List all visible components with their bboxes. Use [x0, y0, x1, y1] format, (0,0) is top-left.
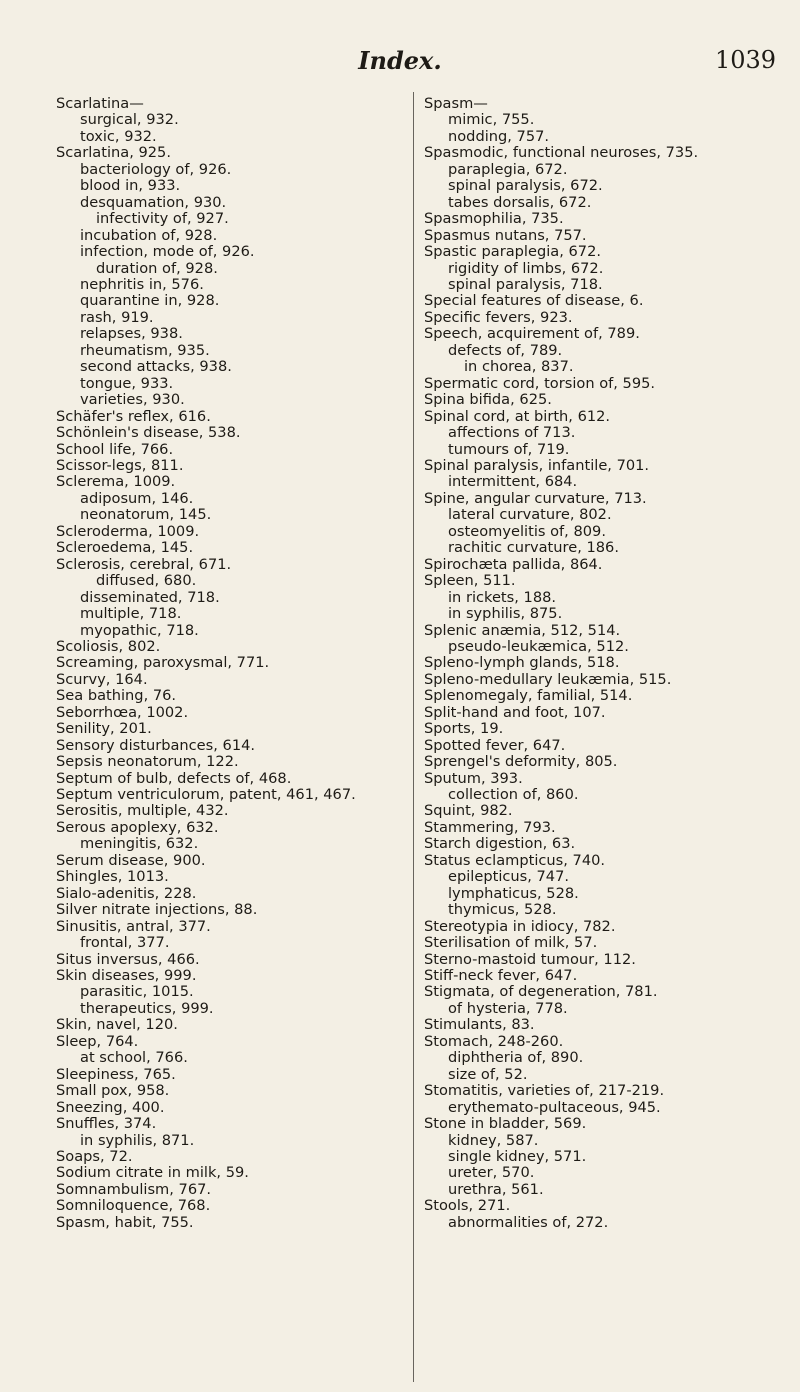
index-entry: Serositis, multiple, 432.	[56, 802, 229, 820]
index-entry: Sports, 19.	[424, 720, 504, 738]
index-subentry: size of, 52.	[448, 1065, 528, 1083]
index-subentry: parasitic, 1015.	[80, 983, 194, 1001]
index-subentry: lymphaticus, 528.	[448, 884, 579, 902]
index-entry: Sprengel's deformity, 805.	[424, 753, 618, 771]
index-entry: Spleno-medullary leukæmia, 515.	[424, 670, 672, 688]
index-subentry: rash, 919.	[80, 308, 154, 326]
index-entry: Serum disease, 900.	[56, 851, 206, 869]
index-subentry: nephritis in, 576.	[80, 275, 204, 293]
index-entry: Septum ventriculorum, patent, 461, 467.	[56, 786, 356, 804]
index-subentry: multiple, 718.	[80, 605, 182, 623]
index-entry: Spasm, habit, 755.	[56, 1213, 194, 1231]
index-subentry: spinal paralysis, 718.	[448, 275, 603, 293]
index-subentry: single kidney, 571.	[448, 1148, 587, 1165]
index-subentry: of hysteria, 778.	[448, 999, 568, 1017]
index-subentry: incubation of, 928.	[80, 226, 218, 244]
index-entry: Snuffles, 374.	[56, 1115, 157, 1133]
index-entry: Spasmus nutans, 757.	[424, 226, 587, 244]
index-entry: Soaps, 72.	[56, 1148, 133, 1165]
index-subentry: infectivity of, 927.	[96, 210, 229, 228]
index-entry: Senility, 201.	[56, 720, 152, 738]
index-subentry: osteomyelitis of, 809.	[448, 522, 606, 540]
index-entry: Sclerema, 1009.	[56, 473, 176, 491]
index-subentry: erythemato-pultaceous, 945.	[448, 1098, 661, 1116]
index-entry: Special features of disease, 6.	[424, 292, 644, 310]
index-entry: Starch digestion, 63.	[424, 835, 576, 853]
index-entry: Skin, navel, 120.	[56, 1016, 178, 1034]
index-entry: Stomach, 248-260.	[424, 1032, 564, 1050]
index-entry: Sepsis neonatorum, 122.	[56, 753, 239, 771]
index-entry: Splenomegaly, familial, 514.	[424, 687, 633, 705]
index-subentry: paraplegia, 672.	[448, 160, 568, 178]
index-subentry: ureter, 570.	[448, 1164, 535, 1182]
index-entry: Sterno-mastoid tumour, 112.	[424, 950, 636, 968]
index-subentry: diphtheria of, 890.	[448, 1049, 584, 1067]
index-entry: Splenic anæmia, 512, 514.	[424, 621, 621, 639]
index-subentry: frontal, 377.	[80, 934, 170, 952]
index-subentry: toxic, 932.	[80, 127, 157, 145]
index-subentry: relapses, 938.	[80, 325, 183, 343]
index-subentry: in syphilis, 871.	[80, 1131, 195, 1149]
index-entry: Sensory disturbances, 614.	[56, 736, 256, 754]
index-entry: Spasm—	[424, 95, 488, 112]
index-subentry: urethra, 561.	[448, 1180, 544, 1198]
index-entry: Spina bifida, 625.	[424, 391, 552, 409]
index-entry: Stone in bladder, 569.	[424, 1115, 587, 1133]
index-subentry: defects of, 789.	[448, 341, 563, 359]
index-entry: Spasmophilia, 735.	[424, 210, 564, 228]
index-subentry: abnormalities of, 272.	[448, 1213, 609, 1231]
index-entry: Stiff-neck fever, 647.	[424, 967, 578, 985]
index-subentry: thymicus, 528.	[448, 901, 557, 919]
index-subentry: adiposum, 146.	[80, 489, 194, 507]
index-entry: Spleen, 511.	[424, 572, 516, 590]
index-entry: Scleroderma, 1009.	[56, 522, 200, 540]
index-entry: Sneezing, 400.	[56, 1098, 165, 1116]
index-subentry: affections of 713.	[448, 424, 576, 442]
index-subentry: desquamation, 930.	[80, 193, 227, 211]
index-entry: Scleroedema, 145.	[56, 539, 194, 557]
index-subentry: in chorea, 837.	[464, 358, 574, 376]
column-divider	[413, 92, 414, 1382]
index-entry: Sea bathing, 76.	[56, 687, 177, 705]
index-entry: Somniloquence, 768.	[56, 1197, 211, 1215]
index-entry: Spine, angular curvature, 713.	[424, 489, 647, 507]
index-subentry: pseudo-leukæmica, 512.	[448, 637, 629, 655]
index-entry: Silver nitrate injections, 88.	[56, 901, 258, 919]
index-subentry: neonatorum, 145.	[80, 506, 212, 524]
index-subentry: quarantine in, 928.	[80, 292, 220, 310]
index-entry: Sialo-adenitis, 228.	[56, 884, 197, 902]
index-entry: School life, 766.	[56, 440, 174, 458]
index-entry: Sterilisation of milk, 57.	[424, 934, 598, 952]
index-subentry: kidney, 587.	[448, 1131, 539, 1149]
index-subentry: epilepticus, 747.	[448, 868, 570, 886]
index-entry: Shingles, 1013.	[56, 868, 169, 886]
index-subentry: surgical, 932.	[80, 111, 179, 129]
index-subentry: bacteriology of, 926.	[80, 160, 232, 178]
index-subentry: tabes dorsalis, 672.	[448, 193, 592, 211]
index-subentry: second attacks, 938.	[80, 358, 232, 376]
index-entry: Split-hand and foot, 107.	[424, 703, 606, 721]
index-entry: Spirochæta pallida, 864.	[424, 555, 603, 573]
index-entry: Spinal paralysis, infantile, 701.	[424, 456, 650, 474]
index-entry: Screaming, paroxysmal, 771.	[56, 654, 270, 672]
index-entry: Stools, 271.	[424, 1197, 511, 1215]
index-subentry: rheumatism, 935.	[80, 341, 210, 359]
index-entry: Stomatitis, varieties of, 217-219.	[424, 1082, 665, 1100]
index-subentry: nodding, 757.	[448, 127, 550, 145]
index-subentry: at school, 766.	[80, 1049, 188, 1067]
index-entry: Stammering, 793.	[424, 818, 556, 836]
index-entry: Situs inversus, 466.	[56, 950, 200, 968]
index-entry: Schönlein's disease, 538.	[56, 424, 241, 442]
index-entry: Sodium citrate in milk, 59.	[56, 1164, 249, 1182]
index-entry: Spasmodic, functional neuroses, 735.	[424, 144, 699, 162]
index-entry: Status eclampticus, 740.	[424, 851, 606, 869]
index-subentry: infection, mode of, 926.	[80, 243, 255, 261]
index-entry: Seborrhœa, 1002.	[56, 703, 189, 721]
index-subentry: myopathic, 718.	[80, 621, 199, 639]
index-subentry: duration of, 928.	[96, 259, 218, 277]
index-entry: Schäfer's reflex, 616.	[56, 407, 211, 425]
index-subentry: mimic, 755.	[448, 111, 535, 129]
index-entry: Stigmata, of degeneration, 781.	[424, 983, 658, 1001]
index-subentry: blood in, 933.	[80, 177, 181, 195]
index-entry: Stimulants, 83.	[424, 1016, 535, 1034]
index-subentry: rigidity of limbs, 672.	[448, 259, 604, 277]
index-subentry: varieties, 930.	[80, 391, 185, 409]
index-column-left	[56, 96, 356, 1231]
index-subentry: collection of, 860.	[448, 786, 579, 804]
index-entry: Spotted fever, 647.	[424, 736, 566, 754]
index-subentry: diffused, 680.	[96, 572, 197, 590]
index-entry: Spastic paraplegia, 672.	[424, 243, 601, 261]
index-subentry: spinal paralysis, 672.	[448, 177, 603, 195]
index-subentry: intermittent, 684.	[448, 473, 578, 491]
index-entry: Sinusitis, antral, 377.	[56, 917, 211, 935]
index-entry: Speech, acquirement of, 789.	[424, 325, 640, 343]
index-entry: Spleno-lymph glands, 518.	[424, 654, 620, 672]
index-entry: Small pox, 958.	[56, 1082, 170, 1100]
index-entry: Serous apoplexy, 632.	[56, 818, 219, 836]
index-subentry: lateral curvature, 802.	[448, 506, 612, 524]
index-subentry: therapeutics, 999.	[80, 999, 214, 1017]
index-subentry: meningitis, 632.	[80, 835, 199, 853]
index-column-right	[424, 96, 698, 1231]
index-subentry: tongue, 933.	[80, 374, 174, 392]
index-entry: Sleep, 764.	[56, 1032, 139, 1050]
index-entry: Scoliosis, 802.	[56, 637, 161, 655]
index-entry: Squint, 982.	[424, 802, 513, 820]
index-entry: Scarlatina, 925.	[56, 144, 171, 162]
index-entry: Spinal cord, at birth, 612.	[424, 407, 611, 425]
index-entry: Septum of bulb, defects of, 468.	[56, 769, 292, 787]
index-entry: Sclerosis, cerebral, 671.	[56, 555, 232, 573]
index-entry: Sleepiness, 765.	[56, 1065, 176, 1083]
index-subentry: rachitic curvature, 186.	[448, 539, 619, 557]
index-subentry: in rickets, 188.	[448, 588, 557, 606]
page-number: 1039	[715, 46, 777, 74]
running-header-title: Index.	[358, 46, 442, 75]
index-entry: Scissor-legs, 811.	[56, 456, 184, 474]
index-entry: Stereotypia in idiocy, 782.	[424, 917, 616, 935]
index-subentry: in syphilis, 875.	[448, 605, 563, 623]
index-entry: Sputum, 393.	[424, 769, 523, 787]
index-entry: Scurvy, 164.	[56, 670, 148, 688]
index-subentry: disseminated, 718.	[80, 588, 220, 606]
index-entry: Skin diseases, 999.	[56, 967, 197, 985]
index-entry: Specific fevers, 923.	[424, 308, 573, 326]
index-entry: Spermatic cord, torsion of, 595.	[424, 374, 656, 392]
index-entry: Scarlatina—	[56, 95, 144, 112]
index-subentry: tumours of, 719.	[448, 440, 570, 458]
index-entry: Somnambulism, 767.	[56, 1180, 212, 1198]
